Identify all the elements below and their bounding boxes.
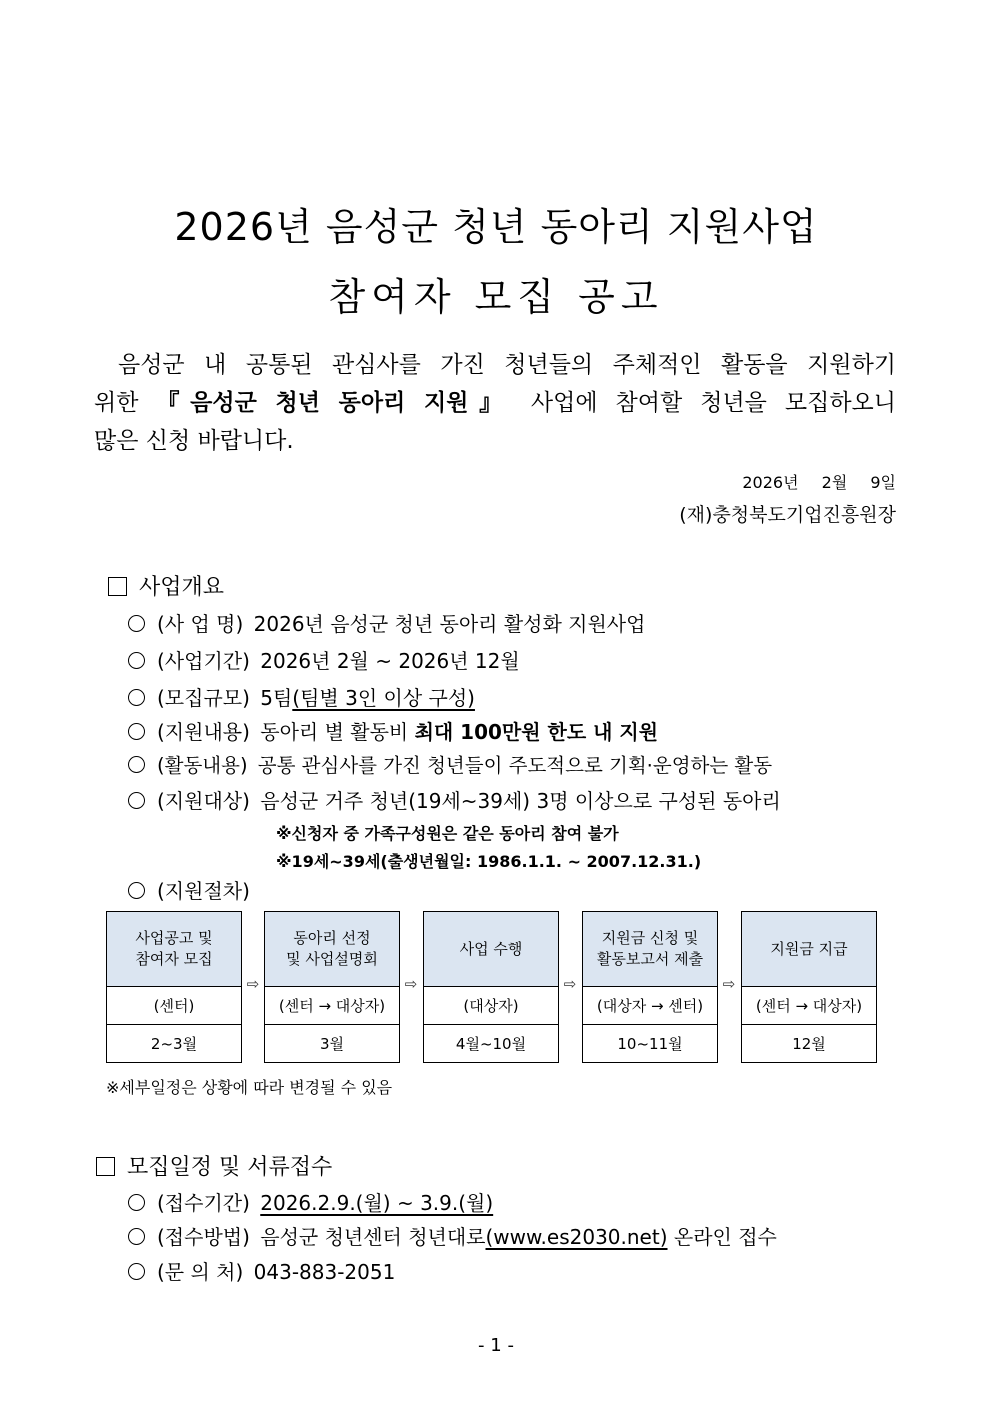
item-label: (지원내용) bbox=[157, 720, 250, 744]
overview-item-target bbox=[128, 785, 781, 814]
intro-line-1: 음성군 내 공통된 관심사를 가진 청년들의 주체적인 활동을 지원하기 bbox=[118, 352, 896, 378]
square-bullet-icon bbox=[108, 577, 127, 596]
procedure-step-title: 동아리 선정 및 사업설명회 bbox=[264, 911, 400, 987]
intro-line-2-post: 사업에 참여할 청년을 모집하오니 bbox=[530, 390, 896, 416]
procedure-step-actor: (센터) bbox=[106, 987, 242, 1025]
procedure-step-title: 지원금 신청 및 활동보고서 제출 bbox=[582, 911, 718, 987]
section-heading-schedule-text: 모집일정 및 서류접수 bbox=[127, 1155, 333, 1180]
overview-item-name bbox=[128, 608, 645, 637]
circle-bullet-icon bbox=[128, 652, 145, 669]
circle-bullet-icon bbox=[128, 882, 145, 899]
section-heading-overview-text: 사업개요 bbox=[139, 575, 225, 600]
item-value: 2026년 2월 ~ 2026년 12월 bbox=[260, 649, 520, 673]
item-label: (모집규모) bbox=[157, 686, 250, 710]
item-label: (지원대상) bbox=[157, 789, 250, 813]
square-bullet-icon bbox=[96, 1157, 115, 1176]
procedure-step-actor: (센터 → 대상자) bbox=[741, 987, 877, 1025]
procedure-step-schedule: 10~11월 bbox=[582, 1025, 718, 1063]
procedure-step-actor: (센터 → 대상자) bbox=[264, 987, 400, 1025]
item-value: 5팀 bbox=[260, 686, 293, 710]
circle-bullet-icon bbox=[128, 689, 145, 706]
schedule-footnote: ※세부일정은 상황에 따라 변경될 수 있음 bbox=[106, 1078, 393, 1097]
item-value: 음성군 거주 청년(19세~39세) 3명 이상으로 구성된 동아리 bbox=[260, 789, 781, 813]
circle-bullet-icon bbox=[128, 1263, 145, 1280]
item-label: (활동내용) bbox=[157, 754, 248, 777]
intro-paragraph bbox=[94, 346, 896, 460]
item-label: (지원절차) bbox=[157, 879, 250, 903]
item-label: (접수방법) bbox=[157, 1225, 250, 1249]
procedure-step-title: 지원금 지급 bbox=[741, 911, 877, 987]
procedure-step bbox=[741, 911, 877, 1063]
procedure-step-actor: (대상자 → 센터) bbox=[582, 987, 718, 1025]
procedure-step-title: 사업 수행 bbox=[423, 911, 559, 987]
issuing-organization: (재)충청북도기업진흥원장 bbox=[679, 504, 896, 526]
overview-item-scale bbox=[128, 682, 475, 711]
arrow-right-icon: ⇨ bbox=[722, 975, 736, 993]
arrow-right-icon: ⇨ bbox=[246, 975, 260, 993]
item-value-post: 온라인 접수 bbox=[667, 1225, 777, 1249]
document-title-line1: 2026년 음성군 청년 동아리 지원사업 bbox=[174, 205, 818, 249]
item-label: (사 업 명) bbox=[157, 612, 244, 636]
program-name: 『음성군 청년 동아리 지원』 bbox=[156, 390, 513, 416]
intro-line-2 bbox=[94, 384, 896, 422]
intro-line-3: 많은 신청 바랍니다. bbox=[94, 428, 294, 454]
document-title-line2: 참여자 모집 공고 bbox=[328, 275, 664, 319]
circle-bullet-icon bbox=[128, 615, 145, 632]
overview-item-support bbox=[128, 716, 658, 745]
procedure-step bbox=[582, 911, 718, 1063]
procedure-step-title: 사업공고 및 참여자 모집 bbox=[106, 911, 242, 987]
section-heading-schedule bbox=[96, 1150, 332, 1181]
circle-bullet-icon bbox=[128, 723, 145, 740]
item-value-underlined: 2026.2.9.(월) ~ 3.9.(월) bbox=[260, 1191, 494, 1215]
procedure-step-schedule: 2~3월 bbox=[106, 1025, 242, 1063]
circle-bullet-icon bbox=[128, 756, 145, 773]
circle-bullet-icon bbox=[128, 1228, 145, 1245]
section-heading-overview bbox=[108, 570, 224, 601]
arrow-right-icon: ⇨ bbox=[563, 975, 577, 993]
circle-bullet-icon bbox=[128, 1194, 145, 1211]
procedure-step-schedule: 3월 bbox=[264, 1025, 400, 1063]
announcement-date: 2026년 2월 9일 bbox=[742, 473, 896, 492]
item-value-underlined: (팀별 3인 이상 구성) bbox=[292, 686, 475, 710]
procedure-step bbox=[106, 911, 242, 1063]
item-value: 043-883-2051 bbox=[253, 1260, 396, 1284]
procedure-step-schedule: 4월~10월 bbox=[423, 1025, 559, 1063]
overview-item-period bbox=[128, 645, 520, 674]
procedure-step bbox=[423, 911, 559, 1063]
schedule-item-method bbox=[128, 1221, 777, 1250]
target-note-family: ※신청자 중 가족구성원은 같은 동아리 참여 불가 bbox=[276, 824, 619, 843]
item-value: 동아리 별 활동비 bbox=[260, 720, 415, 744]
item-label: (사업기간) bbox=[157, 649, 250, 673]
target-note-age: ※19세~39세(출생년월일: 1986.1.1. ~ 2007.12.31.) bbox=[276, 852, 702, 871]
item-value: 2026년 음성군 청년 동아리 활성화 지원사업 bbox=[253, 612, 646, 636]
overview-item-activity bbox=[128, 750, 772, 778]
procedure-step-schedule: 12월 bbox=[741, 1025, 877, 1063]
item-label: (접수기간) bbox=[157, 1191, 250, 1215]
page-number: - 1 - bbox=[478, 1335, 514, 1356]
procedure-step-actor: (대상자) bbox=[423, 987, 559, 1025]
item-label: (문 의 처) bbox=[157, 1260, 244, 1284]
overview-item-procedure bbox=[128, 875, 254, 904]
arrow-right-icon: ⇨ bbox=[404, 975, 418, 993]
website-link[interactable]: (www.es2030.net) bbox=[485, 1225, 668, 1249]
item-value-emphasis: 최대 100만원 한도 내 지원 bbox=[414, 720, 659, 744]
item-value: 음성군 청년센터 청년대로 bbox=[260, 1225, 486, 1249]
schedule-item-contact bbox=[128, 1256, 395, 1285]
intro-line-2-pre: 위한 bbox=[94, 390, 139, 416]
procedure-step bbox=[264, 911, 400, 1063]
item-value: 공통 관심사를 가진 청년들이 주도적으로 기획·운영하는 활동 bbox=[257, 754, 773, 777]
circle-bullet-icon bbox=[128, 792, 145, 809]
schedule-item-period bbox=[128, 1187, 493, 1216]
